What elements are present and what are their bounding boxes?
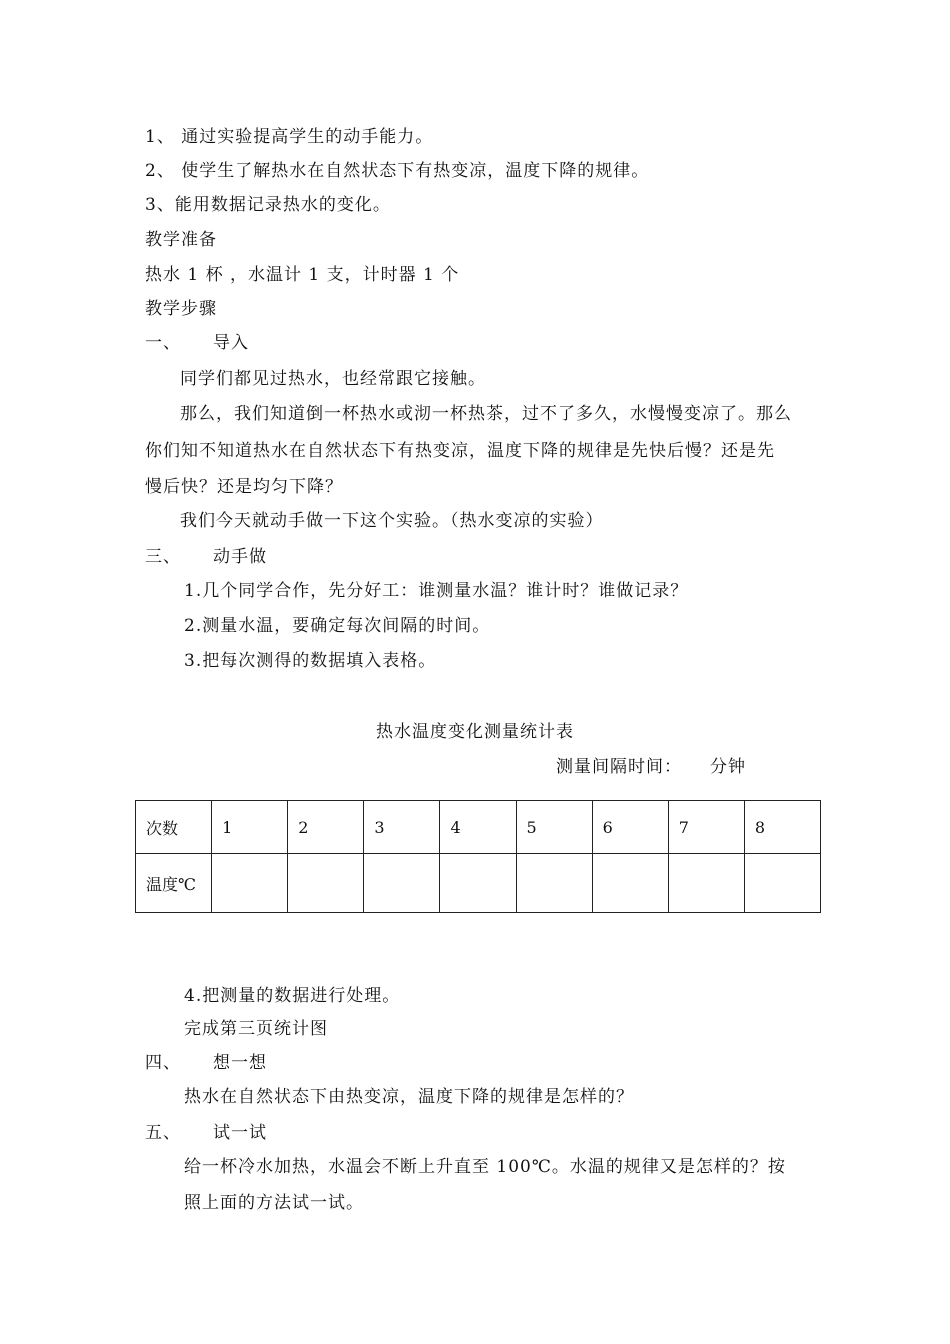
section-4-heading xyxy=(145,1052,267,1074)
section-5-number: 五、 xyxy=(145,1123,181,1143)
interval-label: 测量间隔时间： xyxy=(556,757,682,777)
temperature-cell xyxy=(288,854,364,913)
step-item-4: 4.把测量的数据进行处理。 xyxy=(184,986,401,1006)
section-1-para-2-line-1: 那么，我们知道倒一杯热水或沏一杯热茶，过不了多久，水慢慢变凉了。那么 xyxy=(180,404,792,424)
section-1-number: 一、 xyxy=(145,333,181,353)
section-3-title: 动手做 xyxy=(213,547,267,567)
column-header: 6 xyxy=(592,801,668,854)
step-item-3: 3.把每次测得的数据填入表格。 xyxy=(184,651,437,671)
temperature-cell xyxy=(516,854,592,913)
section-1-para-1: 同学们都见过热水，也经常跟它接触。 xyxy=(180,369,486,389)
objective-3: 3、能用数据记录热水的变化。 xyxy=(145,195,391,215)
section-4-title: 想一想 xyxy=(213,1053,267,1073)
temperature-table xyxy=(135,800,821,913)
temperature-cell xyxy=(668,854,744,913)
section-5-title: 试一试 xyxy=(213,1123,267,1143)
objective-1: 1、 通过实验提高学生的动手能力。 xyxy=(145,127,434,147)
step-item-2: 2.测量水温，要确定每次间隔的时间。 xyxy=(184,616,491,636)
prep-heading: 教学准备 xyxy=(145,230,217,250)
temperature-cell xyxy=(592,854,668,913)
column-header: 3 xyxy=(364,801,440,854)
column-header: 4 xyxy=(440,801,516,854)
table-title: 热水温度变化测量统计表 xyxy=(376,722,574,742)
temperature-cell xyxy=(212,854,288,913)
section-1-title: 导入 xyxy=(213,333,249,353)
interval-line xyxy=(556,752,746,777)
table-row xyxy=(136,801,821,854)
table-row xyxy=(136,854,821,913)
column-header: 7 xyxy=(668,801,744,854)
prep-materials: 热水 1 杯 ，水温计 1 支，计时器 1 个 xyxy=(145,265,460,285)
interval-unit: 分钟 xyxy=(710,757,746,777)
section-1-heading xyxy=(145,332,249,354)
column-header: 1 xyxy=(212,801,288,854)
step-item-1: 1.几个同学合作，先分好工：谁测量水温？谁计时？谁做记录？ xyxy=(184,581,689,601)
section-5-para-line-2: 照上面的方法试一试。 xyxy=(184,1193,364,1213)
section-4-para: 热水在自然状态下由热变凉，温度下降的规律是怎样的？ xyxy=(184,1087,634,1107)
objective-2: 2、 使学生了解热水在自然状态下有热变凉，温度下降的规律。 xyxy=(145,161,650,181)
temperature-cell xyxy=(440,854,516,913)
section-4-number: 四、 xyxy=(145,1053,181,1073)
section-3-heading xyxy=(145,546,267,568)
row-header-count: 次数 xyxy=(136,801,212,854)
section-1-para-3: 我们今天就动手做一下这个实验。（热水变凉的实验） xyxy=(180,511,604,531)
row-header-temperature: 温度℃ xyxy=(136,854,212,913)
column-header: 5 xyxy=(516,801,592,854)
section-1-para-2-line-2: 你们知不知道热水在自然状态下有热变凉，温度下降的规律是先快后慢？还是先 xyxy=(145,441,775,461)
temperature-cell xyxy=(364,854,440,913)
temperature-cell xyxy=(744,854,820,913)
column-header: 8 xyxy=(744,801,820,854)
after-table-note: 完成第三页统计图 xyxy=(184,1019,328,1039)
section-5-heading xyxy=(145,1122,267,1144)
section-1-para-2-line-3: 慢后快？还是均匀下降？ xyxy=(145,477,343,497)
column-header: 2 xyxy=(288,801,364,854)
steps-heading: 教学步骤 xyxy=(145,299,217,319)
section-3-number: 三、 xyxy=(145,547,181,567)
section-5-para-line-1: 给一杯冷水加热，水温会不断上升直至 100℃。水温的规律又是怎样的？按 xyxy=(184,1157,786,1177)
